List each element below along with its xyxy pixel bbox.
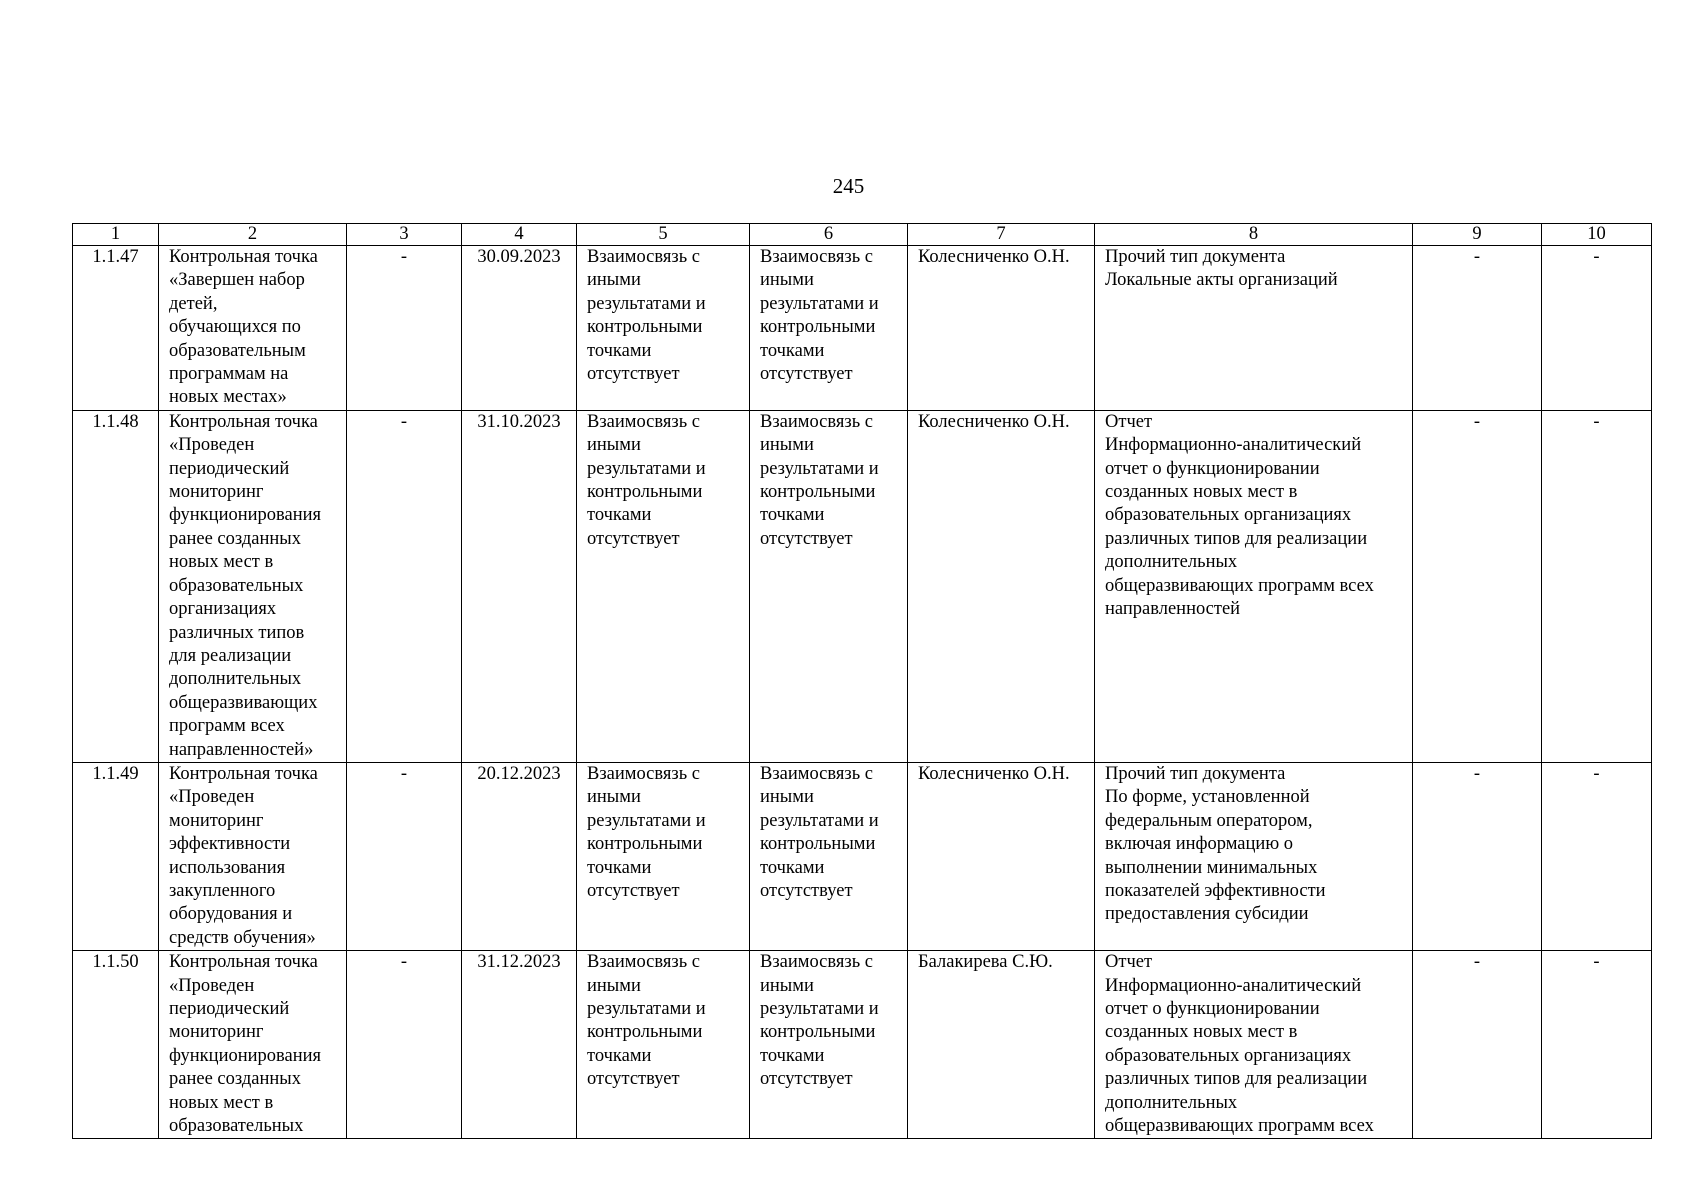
deadline-date-cell: 31.10.2023 (462, 410, 577, 762)
column-10-cell: - (1542, 951, 1652, 1139)
link-next-cell-line: контрольными (760, 317, 876, 338)
checkpoint-name-cell (159, 951, 347, 1139)
checkpoint-name-cell-line: ранее созданных (169, 528, 301, 549)
header-cell: 4 (462, 224, 577, 246)
checkpoint-name-cell-line: функционирования (169, 1045, 322, 1066)
responsible-cell: Колесниченко О.Н. (908, 410, 1095, 762)
row-number-cell: 1.1.48 (73, 410, 159, 762)
link-next-cell (750, 762, 908, 950)
header-row (73, 224, 1652, 246)
table-row (73, 951, 1652, 1139)
checkpoint-name-cell-line: организациях (169, 599, 277, 620)
checkpoint-name-cell-line: оборудования и (169, 904, 293, 925)
document-type-cell-line: предоставления субсидии (1105, 904, 1309, 925)
deadline-date-cell: 30.09.2023 (462, 246, 577, 411)
column-3-cell: - (347, 951, 462, 1139)
link-previous-cell-line: отсутствует (587, 880, 680, 901)
checkpoint-name-cell-line: использования (169, 857, 286, 878)
header-cell: 3 (347, 224, 462, 246)
link-next-cell-line: точками (760, 1045, 825, 1066)
responsible-cell: Колесниченко О.Н. (908, 762, 1095, 950)
document-type-cell-line: выполнении минимальных (1105, 857, 1318, 878)
link-previous-cell-line: иными (587, 787, 641, 808)
link-next-cell (750, 951, 908, 1139)
document-type-cell-line: включая информацию о (1105, 834, 1294, 855)
link-previous-cell-line: Взаимосвязь с (587, 411, 700, 432)
link-previous-cell-line: отсутствует (587, 364, 680, 385)
checkpoint-name-cell-line: функционирования (169, 505, 322, 526)
checkpoint-name-cell-line: периодический (169, 999, 290, 1019)
link-next-cell-line: контрольными (760, 482, 876, 503)
checkpoint-name-cell-line: средств обучения» (169, 927, 316, 948)
checkpoint-name-cell-line: закупленного (169, 880, 276, 901)
checkpoint-name-cell-line: «Проведен (169, 787, 255, 808)
checkpoint-name-cell-line: Контрольная точка (169, 763, 318, 784)
link-previous-cell-line: контрольными (587, 482, 703, 503)
link-previous-cell-line: результатами и (587, 458, 706, 479)
document-type-cell (1095, 951, 1413, 1139)
document-type-cell-line: Прочий тип документа (1105, 763, 1286, 784)
checkpoint-name-cell-line: дополнительных (169, 669, 302, 690)
link-next-cell-line: отсутствует (760, 528, 853, 549)
plan-table (72, 223, 1652, 1139)
checkpoint-name-cell-line: «Проведен (169, 975, 255, 996)
link-next-cell-line: результатами и (760, 458, 879, 479)
document-type-cell-line: дополнительных (1105, 552, 1238, 573)
header-cell: 8 (1095, 224, 1413, 246)
link-next-cell-line: точками (760, 340, 825, 361)
column-3-cell: - (347, 762, 462, 950)
link-next-cell-line: отсутствует (760, 1069, 853, 1090)
column-3-cell: - (347, 410, 462, 762)
document-type-cell-line: федеральным оператором, (1105, 810, 1313, 831)
link-next-cell (750, 410, 908, 762)
checkpoint-name-cell-line: обучающихся по (169, 317, 301, 338)
header-cell: 7 (908, 224, 1095, 246)
link-previous-cell-line: иными (587, 435, 641, 456)
document-type-cell-line: Информационно-аналитический (1105, 435, 1362, 456)
document-type-cell-line: Локальные акты организаций (1105, 270, 1338, 291)
deadline-date-cell: 20.12.2023 (462, 762, 577, 950)
header-cell: 5 (577, 224, 750, 246)
table-row (73, 410, 1652, 762)
header-cell: 6 (750, 224, 908, 246)
link-next-cell-line: Взаимосвязь с (760, 411, 873, 432)
link-previous-cell-line: результатами и (587, 293, 706, 314)
document-type-cell-line: По форме, установленной (1105, 787, 1310, 808)
link-previous-cell-line: контрольными (587, 834, 703, 855)
document-type-cell-line: направленностей (1105, 599, 1241, 620)
document-type-cell-line: Отчет (1105, 952, 1153, 973)
checkpoint-name-cell-line: образовательным (169, 340, 306, 361)
checkpoint-name-cell-line: различных типов (169, 622, 305, 643)
column-10-cell: - (1542, 246, 1652, 411)
link-next-cell-line: иными (760, 435, 814, 456)
link-next-cell-line: Взаимосвязь с (760, 952, 873, 973)
document-type-cell-line: образовательных организациях (1105, 1045, 1352, 1066)
link-next-cell-line: результатами и (760, 293, 879, 314)
link-previous-cell (577, 951, 750, 1139)
checkpoint-name-cell-line: новых местах» (169, 387, 287, 408)
document-type-cell-line: общеразвивающих программ всех (1105, 1116, 1374, 1137)
checkpoint-name-cell-line: Контрольная точка (169, 247, 318, 267)
checkpoint-name-cell-line: новых мест в (169, 1092, 274, 1113)
document-type-cell-line: Прочий тип документа (1105, 247, 1286, 267)
link-previous-cell-line: точками (587, 1045, 652, 1066)
checkpoint-name-cell (159, 410, 347, 762)
link-next-cell-line: точками (760, 505, 825, 526)
link-previous-cell-line: контрольными (587, 1022, 703, 1043)
checkpoint-name-cell-line: программам на (169, 364, 289, 385)
row-number-cell: 1.1.50 (73, 951, 159, 1139)
checkpoint-name-cell-line: Контрольная точка (169, 952, 318, 973)
document-type-cell-line: отчет о функционировании (1105, 458, 1320, 479)
link-previous-cell-line: точками (587, 505, 652, 526)
link-previous-cell (577, 762, 750, 950)
link-previous-cell-line: точками (587, 857, 652, 878)
checkpoint-name-cell-line: образовательных (169, 1116, 304, 1137)
checkpoint-name-cell-line: новых мест в (169, 552, 274, 573)
link-previous-cell-line: Взаимосвязь с (587, 763, 700, 784)
link-next-cell-line: иными (760, 270, 814, 291)
checkpoint-name-cell-line: общеразвивающих (169, 692, 318, 713)
checkpoint-name-cell-line: детей, (169, 293, 218, 314)
checkpoint-name-cell-line: для реализации (169, 645, 292, 666)
page-number: 245 (832, 174, 865, 198)
column-3-cell: - (347, 246, 462, 411)
link-next-cell (750, 246, 908, 411)
header-cell: 2 (159, 224, 347, 246)
link-previous-cell-line: отсутствует (587, 1069, 680, 1090)
link-next-cell-line: результатами и (760, 810, 879, 831)
link-next-cell-line: результатами и (760, 999, 879, 1019)
document-type-cell-line: созданных новых мест в (1105, 482, 1298, 503)
document-type-cell-line: общеразвивающих программ всех (1105, 575, 1374, 596)
column-9-cell: - (1413, 762, 1542, 950)
checkpoint-name-cell-line: программ всех (169, 716, 285, 737)
checkpoint-name-cell-line: «Проведен (169, 435, 255, 456)
document-type-cell-line: различных типов для реализации (1105, 528, 1368, 549)
document-type-cell-line: Информационно-аналитический (1105, 975, 1362, 996)
column-9-cell: - (1413, 951, 1542, 1139)
link-next-cell-line: контрольными (760, 834, 876, 855)
column-10-cell: - (1542, 762, 1652, 950)
link-previous-cell-line: результатами и (587, 999, 706, 1019)
link-previous-cell-line: отсутствует (587, 528, 680, 549)
row-number-cell: 1.1.47 (73, 246, 159, 411)
checkpoint-name-cell-line: мониторинг (169, 810, 264, 831)
link-previous-cell-line: иными (587, 975, 641, 996)
checkpoint-name-cell-line: эффективности (169, 834, 291, 855)
checkpoint-name-cell (159, 762, 347, 950)
responsible-cell: Балакирева С.Ю. (908, 951, 1095, 1139)
link-next-cell-line: отсутствует (760, 364, 853, 385)
deadline-date-cell: 31.12.2023 (462, 951, 577, 1139)
document-type-cell-line: различных типов для реализации (1105, 1069, 1368, 1090)
document-type-cell-line: образовательных организациях (1105, 505, 1352, 526)
link-next-cell-line: иными (760, 787, 814, 808)
table-row (73, 762, 1652, 950)
link-previous-cell-line: Взаимосвязь с (587, 247, 700, 267)
link-previous-cell (577, 246, 750, 411)
column-10-cell: - (1542, 410, 1652, 762)
document-type-cell-line: показателей эффективности (1105, 880, 1326, 901)
document-type-cell (1095, 762, 1413, 950)
row-number-cell: 1.1.49 (73, 762, 159, 950)
document-type-cell-line: отчет о функционировании (1105, 999, 1320, 1019)
checkpoint-name-cell-line: мониторинг (169, 1022, 264, 1043)
link-next-cell-line: точками (760, 857, 825, 878)
link-next-cell-line: иными (760, 975, 814, 996)
document-type-cell (1095, 246, 1413, 411)
link-previous-cell-line: точками (587, 340, 652, 361)
table-row (73, 246, 1652, 411)
checkpoint-name-cell-line: образовательных (169, 575, 304, 596)
link-previous-cell-line: контрольными (587, 317, 703, 338)
link-next-cell-line: контрольными (760, 1022, 876, 1043)
link-previous-cell-line: иными (587, 270, 641, 291)
header-cell: 9 (1413, 224, 1542, 246)
document-type-cell-line: дополнительных (1105, 1092, 1238, 1113)
link-previous-cell (577, 410, 750, 762)
checkpoint-name-cell-line: периодический (169, 458, 290, 479)
document-type-cell-line: созданных новых мест в (1105, 1022, 1298, 1043)
responsible-cell: Колесниченко О.Н. (908, 246, 1095, 411)
checkpoint-name-cell-line: мониторинг (169, 482, 264, 503)
checkpoint-name-cell-line: Контрольная точка (169, 411, 318, 432)
checkpoint-name-cell-line: ранее созданных (169, 1069, 301, 1090)
document-type-cell-line: Отчет (1105, 411, 1153, 432)
checkpoint-name-cell (159, 246, 347, 411)
link-previous-cell-line: Взаимосвязь с (587, 952, 700, 973)
link-previous-cell-line: результатами и (587, 810, 706, 831)
link-next-cell-line: отсутствует (760, 880, 853, 901)
document-type-cell (1095, 410, 1413, 762)
link-next-cell-line: Взаимосвязь с (760, 763, 873, 784)
header-cell: 1 (73, 224, 159, 246)
column-9-cell: - (1413, 410, 1542, 762)
column-9-cell: - (1413, 246, 1542, 411)
checkpoint-name-cell-line: «Завершен набор (169, 270, 305, 291)
header-cell: 10 (1542, 224, 1652, 246)
link-next-cell-line: Взаимосвязь с (760, 247, 873, 267)
checkpoint-name-cell-line: направленностей» (169, 739, 314, 760)
